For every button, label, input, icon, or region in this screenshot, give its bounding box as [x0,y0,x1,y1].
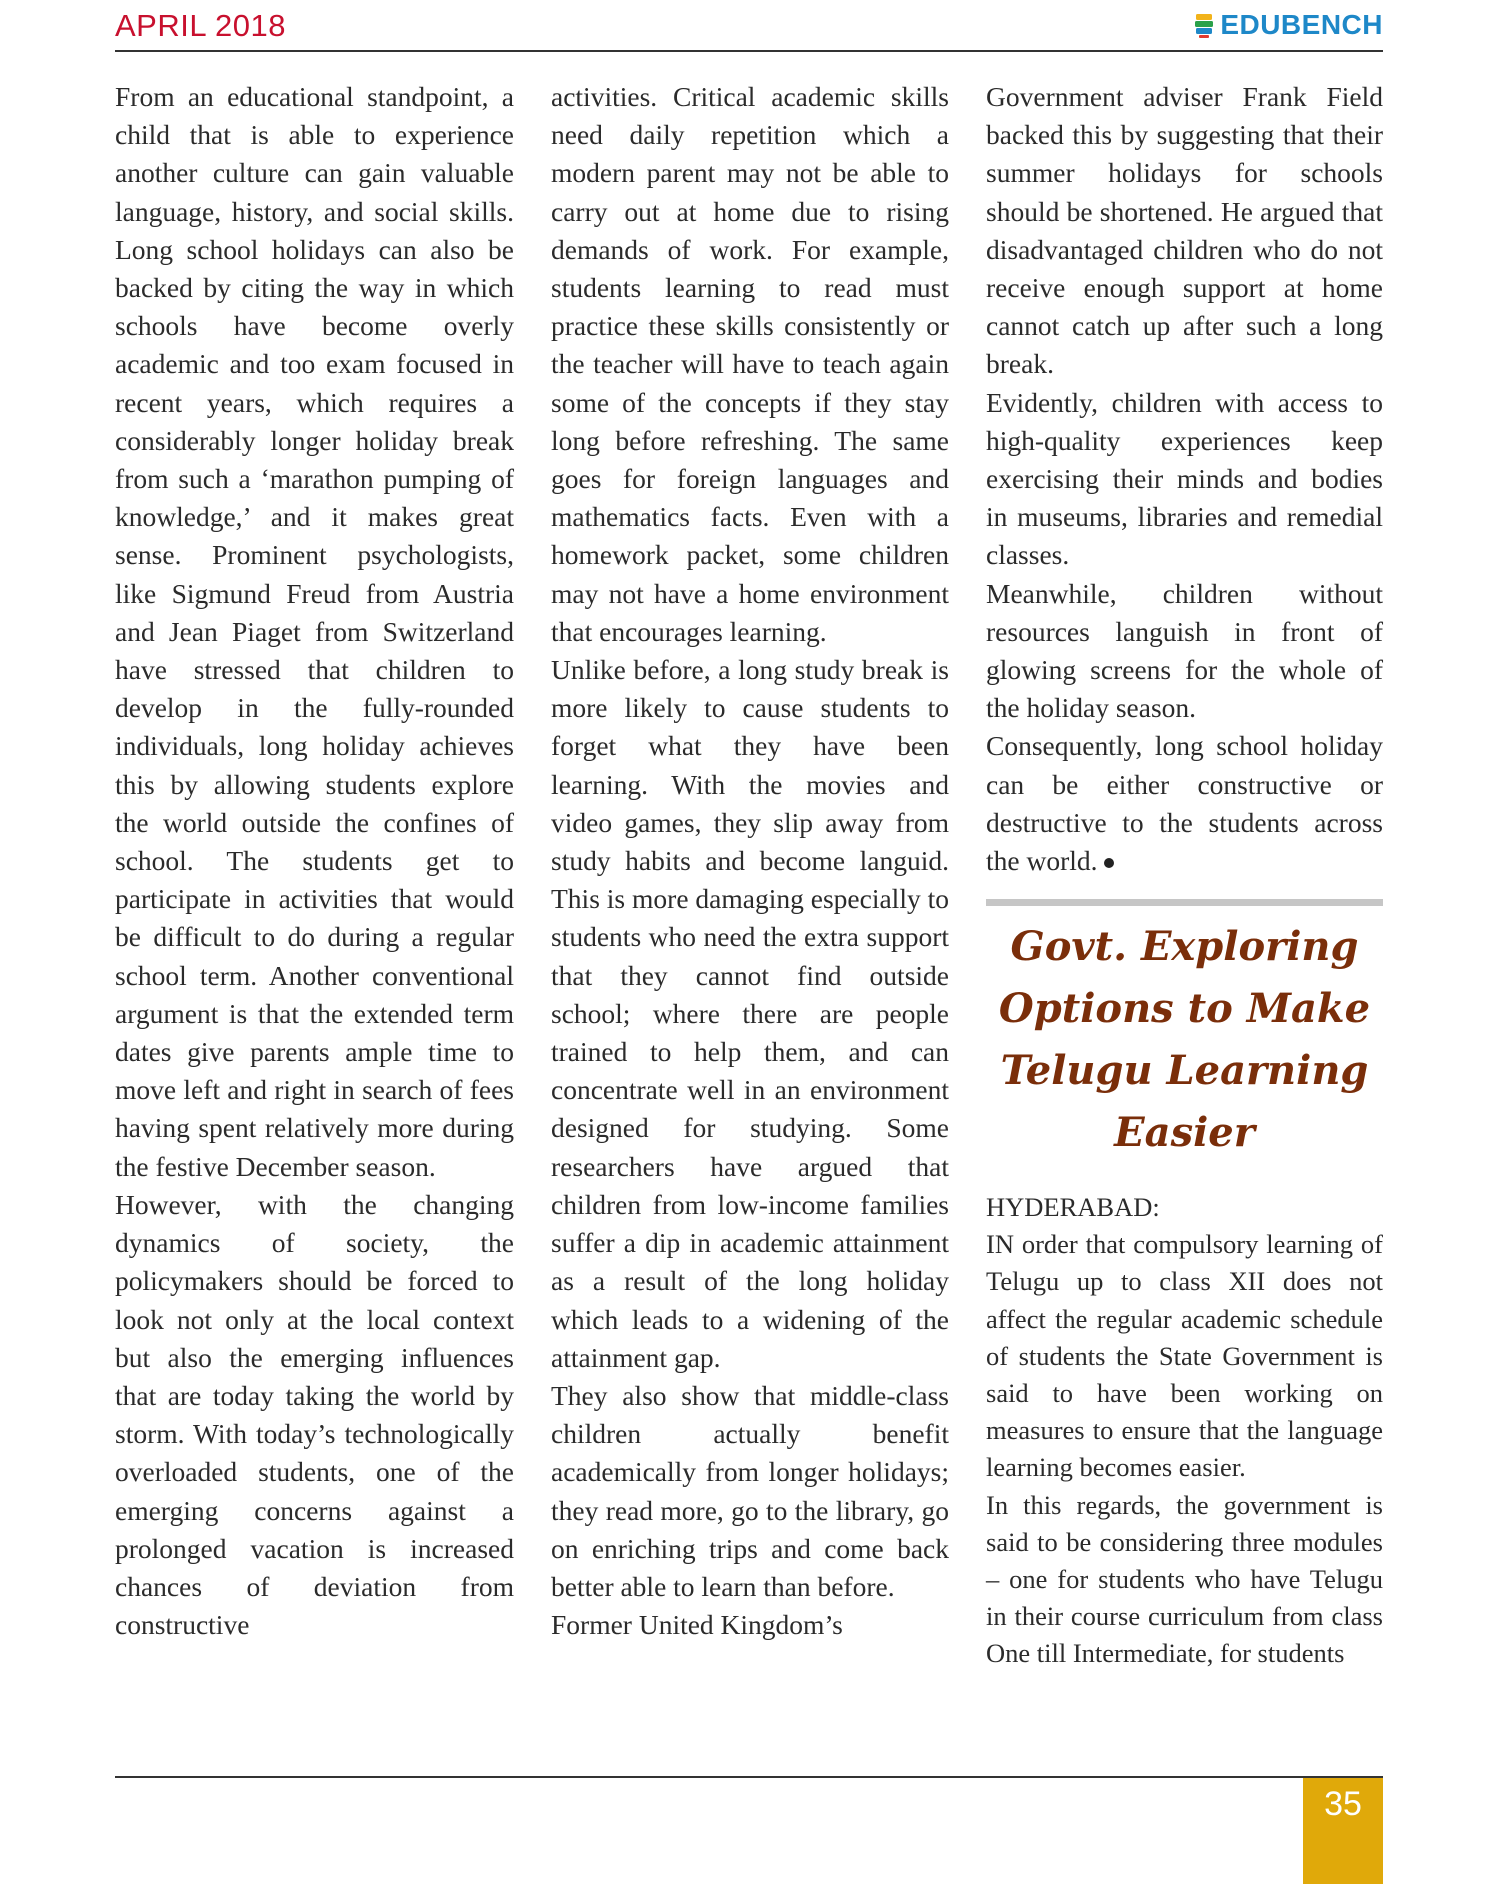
paragraph: Evidently, children with access to high-quality experiences keep exercising their minds and bodies in museums, libraries and remedial classes. [986,386,1383,571]
paragraph: IN order that compulsory learning of Telugu up to class XII does not affect the regular academic schedule of students the State Government is said to have been working on measures to ensure that the language learning becomes easier. [986,1229,1383,1483]
end-of-article-bullet-icon [1104,858,1114,868]
column-2 [551,78,949,1644]
header-rule [115,50,1383,52]
section-divider [986,899,1383,906]
brand-logo [1194,9,1383,41]
paragraph-text: Consequently, long school holiday can be either constructive or destructive to the students across the world. [986,730,1383,877]
article-headline: Govt. Exploring Options to Make Telugu Learning Easier [998,923,1371,1157]
paragraph: Former United Kingdom’s [551,1609,843,1641]
column-3 [986,78,1383,1164]
paragraph: Government adviser Frank Field backed this by suggesting that their summer holidays for schools should be shortened. He argued that disadvantaged children who do not receive enough support at home cannot catch up after such a long break. [986,81,1383,380]
page-number-box [1303,1778,1383,1884]
paragraph: From an educational standpoint, a child that is able to experience another culture can gain valuable language, history, and social skills. Long school holidays can also be backed by citing the way in which schools have become overly academic and too exam focused in recent years, which requires a considerably longer holiday break from such a ‘marathon pumping of knowledge,’ and it makes great sense. Prominent psychologists, like Sigmund Freud from Austria and Jean Piaget from Switzerland have stressed that children to develop in the fully-rounded individuals, long holiday achieves this by allowing students explore the world outside the confines of school. The students get to participate in activities that would be difficult to do during a regular school term. Another conventional argument is that the extended term dates give parents ample time to move left and right in search of fees having spent relatively more during the festive December season. [115,81,514,1182]
issue-date: APRIL 2018 [115,8,287,43]
column-1 [115,78,514,1644]
paragraph: activities. Critical academic skills need daily repetition which a modern parent may not be able to carry out at home due to rising demands of work. For example, students learning to read must practice these skills consistently or the teacher will have to teach again some of the concepts if they stay long before refreshing. The same goes for foreign languages and mathematics facts. Even with a homework packet, some children may not have a home environment that encourages learning. [551,81,949,647]
page-number: 35 [1324,1785,1362,1823]
paragraph: Unlike before, a long study break is more likely to cause students to forget what they have been learning. With the movies and video games, they slip away from study habits and become languid. This is more damaging especially to students who need the extra support that they cannot find outside school; where there are people trained to help them, and can concentrate well in an environment designed for studying. Some researchers have argued that children from low-income families suffer a dip in academic attainment as a result of the long holiday which leads to a widening of the attainment gap. [551,654,949,1373]
paragraph: Meanwhile, children without resources languish in front of glowing screens for the whole of the holiday season. [986,577,1383,724]
article-body [986,1189,1383,1673]
brand-name: EDUBENCH [1220,9,1383,40]
paragraph: They also show that middle-class children actually benefit academically from longer holidays; they read more, go to the library, go on enriching trips and come back better able to learn than before. [551,1379,949,1602]
dateline: HYDERABAD: [986,1192,1160,1222]
book-stack-icon [1194,11,1214,39]
paragraph: However, with the changing dynamics of society, the policymakers should be forced to look not only at the local context but also the emerging influences that are today taking the world by storm. With today’s technologically overloaded students, one of the emerging concerns against a prolonged vacation is increased chances of deviation from constructive [115,1188,514,1641]
paragraph: In this regards, the government is said to be considering three modules – one for students who have Telugu in their course curriculum from class One till Intermediate, for students [986,1489,1383,1669]
paragraph [986,727,1383,880]
footer-rule [115,1776,1383,1778]
